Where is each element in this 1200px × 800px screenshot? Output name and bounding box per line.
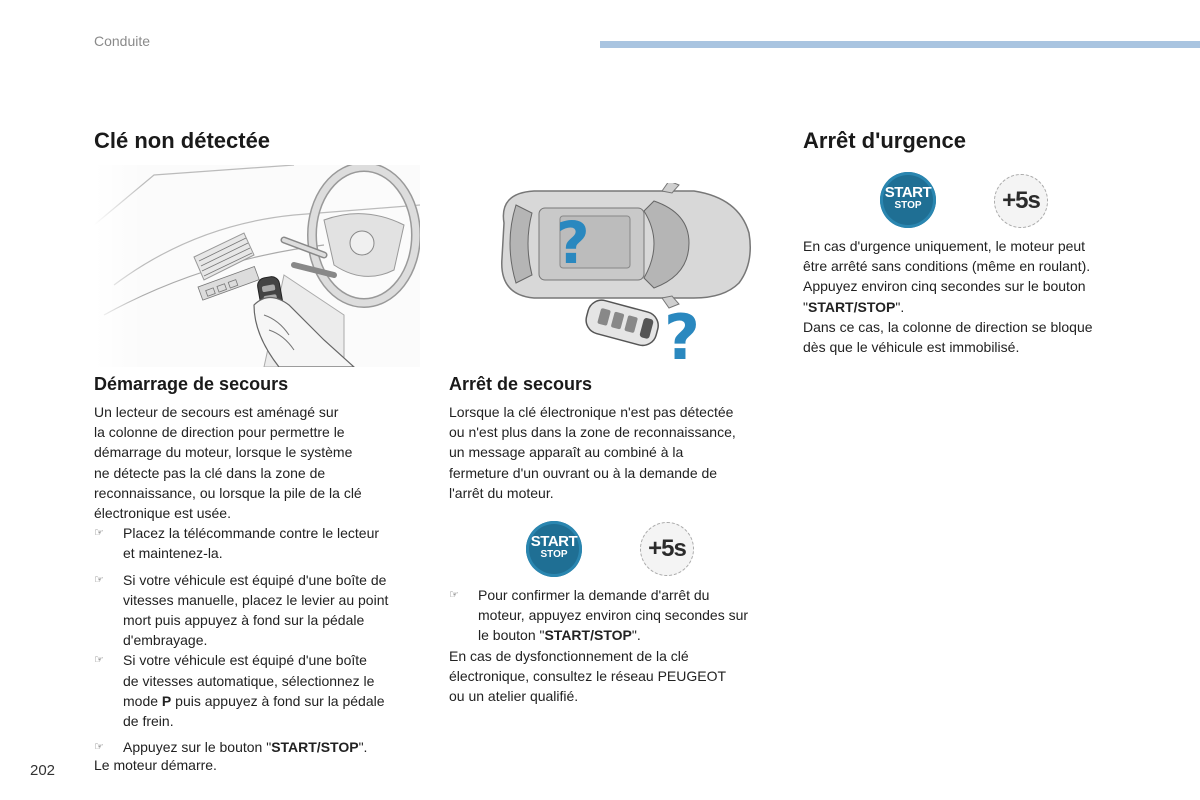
- emergency-stop-heading: Arrêt de secours: [449, 374, 593, 394]
- text-line: la colonne de direction pour permettre le: [94, 424, 345, 441]
- text-line: reconnaissance, ou lorsque la pile de la clé: [94, 484, 362, 501]
- header-accent-bar: [600, 41, 1200, 48]
- start-stop-button-icon: START STOP: [526, 521, 582, 577]
- plus-5-seconds-icon: +5s: [994, 174, 1048, 228]
- text-line: d'embrayage.: [123, 632, 208, 649]
- text-line: "START/STOP".: [803, 298, 905, 315]
- section-label: Conduite: [94, 33, 151, 49]
- text-line: de vitesses automatique, sélectionnez le: [123, 672, 375, 689]
- emergency-stop-body: [449, 402, 779, 503]
- emergency-start-heading: Démarrage de secours: [94, 374, 289, 394]
- pointing-hand-icon: ☞: [94, 741, 104, 754]
- text-line: et maintenez-la.: [123, 545, 223, 562]
- text-line: électronique est usée.: [94, 505, 231, 522]
- text-line: démarrage du moteur, lorsque le système: [94, 444, 353, 461]
- text-line: Appuyez environ cinq secondes sur le bouton: [803, 278, 1086, 295]
- pointing-hand-icon: ☞: [449, 589, 459, 601]
- emergency-shutdown-body: [803, 236, 1143, 357]
- text-line: un message apparaît au combiné à la: [449, 444, 684, 461]
- text-line: Un lecteur de secours est aménagé sur: [94, 404, 339, 420]
- text-line: Placez la télécommande contre le lecteur: [123, 525, 380, 542]
- bullet-automatic-gearbox: [94, 650, 424, 731]
- text-line: être arrêté sans conditions (même en roulant).: [803, 258, 1091, 275]
- emergency-stop-instructions: [449, 585, 784, 706]
- plus-5-seconds-icon: +5s: [640, 522, 694, 576]
- text-line: électronique, consultez le réseau PEUGEOT: [449, 667, 727, 684]
- text-line: ou n'est plus dans la zone de reconnaissance,: [449, 424, 736, 441]
- text-line: Si votre véhicule est équipé d'une boîte: [123, 652, 367, 669]
- question-mark-icon: ?: [556, 209, 590, 277]
- start-stop-button-icon: START STOP: [880, 172, 936, 228]
- text-line: ou un atelier qualifié.: [449, 688, 579, 705]
- text-line: ne détecte pas la clé dans la zone de: [94, 464, 326, 481]
- text-line: Dans ce cas, la colonne de direction se bloque: [803, 318, 1093, 335]
- emergency-start-body: [94, 402, 424, 776]
- page-number: 202: [30, 762, 56, 779]
- text-line: l'arrêt du moteur.: [449, 484, 554, 501]
- emergency-shutdown-title: Arrêt d'urgence: [803, 128, 966, 153]
- text-line: Pour confirmer la demande d'arrêt du: [478, 587, 710, 603]
- bullet-place-remote: [94, 523, 424, 563]
- text-line: mode P puis appuyez à fond sur la pédale: [123, 692, 385, 709]
- car-top-view-drawing: [494, 183, 764, 363]
- pointing-hand-icon: ☞: [94, 654, 104, 667]
- text-line: Si votre véhicule est équipé d'une boîte de: [123, 571, 387, 588]
- question-mark-icon: ?: [664, 301, 700, 374]
- text-line: mort puis appuyez à fond sur la pédale: [123, 612, 365, 629]
- text-line: moteur, appuyez environ cinq secondes sur: [478, 607, 749, 624]
- text-line: Le moteur démarre.: [94, 757, 217, 774]
- pointing-hand-icon: ☞: [94, 527, 104, 540]
- text-line: vitesses manuelle, placez le levier au point: [123, 591, 389, 608]
- dashboard-illustration: [94, 165, 420, 367]
- dashboard-drawing: [94, 165, 420, 367]
- bullet-manual-gearbox: [94, 570, 424, 651]
- bullet-confirm-stop: [449, 585, 784, 646]
- text-line: de frein.: [123, 713, 174, 730]
- text-line: Appuyez sur le bouton "START/STOP".: [123, 739, 368, 756]
- text-line: dès que le véhicule est immobilisé.: [803, 339, 1020, 356]
- car-key-illustration: [494, 183, 764, 374]
- text-line: En cas de dysfonctionnement de la clé: [449, 647, 689, 664]
- text-line: le bouton "START/STOP".: [478, 627, 641, 644]
- pointing-hand-icon: ☞: [94, 573, 104, 586]
- text-line: fermeture d'un ouvrant ou à la demande de: [449, 464, 718, 481]
- text-line: En cas d'urgence uniquement, le moteur peut: [803, 238, 1086, 254]
- page-title-key-not-detected: Clé non détectée: [94, 128, 271, 153]
- text-line: Lorsque la clé électronique n'est pas détectée: [449, 404, 734, 420]
- bullet-press-start-stop: [94, 737, 424, 757]
